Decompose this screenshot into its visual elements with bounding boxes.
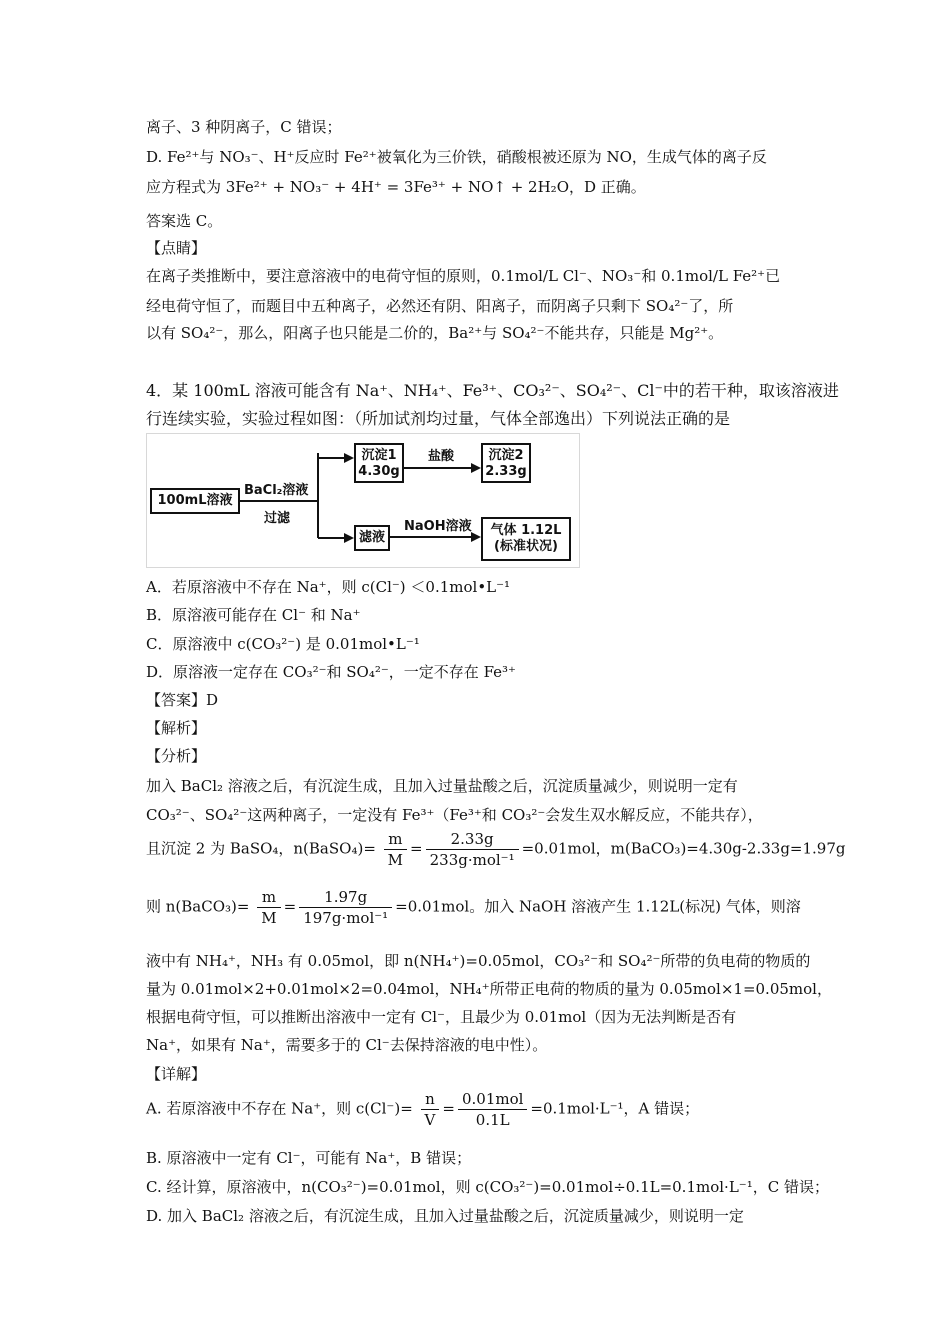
formula-prefix: 且沉淀 2 为 BaSO₄，n(BaSO₄)= bbox=[146, 839, 376, 858]
denominator: 233g·mol⁻¹ bbox=[429, 851, 515, 869]
denominator: M bbox=[261, 909, 277, 927]
precipitate2-box bbox=[481, 443, 531, 483]
fraction bbox=[384, 830, 407, 869]
fraction bbox=[426, 830, 519, 869]
text-line: 在离子类推断中，要注意溶液中的电荷守恒的原则，0.1mol/L Cl⁻、NO₃⁻和 0.1mol/L Fe²⁺已 bbox=[146, 267, 781, 285]
precipitate2-mass: 2.33g bbox=[485, 464, 527, 479]
option-c: C．原溶液中 c(CO₃²⁻) 是 0.01mol•L⁻¹ bbox=[146, 635, 420, 653]
reagent-naoh-label: NaOH溶液 bbox=[404, 519, 472, 534]
formula-prefix: A. 若原溶液中不存在 Na⁺，则 c(Cl⁻)= bbox=[146, 1099, 413, 1118]
detail-d: D. 加入 BaCl₂ 溶液之后，有沉淀生成，且加入过量盐酸之后，沉淀质量减少，则说明一定 bbox=[146, 1207, 744, 1225]
text-line: Na⁺，如果有 Na⁺，需要多于的 Cl⁻去保持溶液的电中性）。 bbox=[146, 1036, 548, 1054]
gas-condition: (标准状况) bbox=[494, 539, 558, 554]
text-line: CO₃²⁻、SO₄²⁻这两种离子，一定没有 Fe³⁺（Fe³⁺和 CO₃²⁻会发生双水解反应，不能共存）， bbox=[146, 806, 763, 824]
question-stem: 行连续实验，实验过程如图：（所加试剂均过量，气体全部逸出）下列说法正确的是 bbox=[146, 409, 731, 428]
numerator: 0.01mol bbox=[458, 1090, 527, 1110]
text-line: 加入 BaCl₂ 溶液之后，有沉淀生成，且加入过量盐酸之后，沉淀质量减少，则说明一定有 bbox=[146, 777, 738, 795]
text-line: D. Fe²⁺与 NO₃⁻、H⁺反应时 Fe²⁺被氧化为三价铁，硝酸根被还原为 NO，生成气体的离子反 bbox=[146, 148, 767, 166]
text-line: 经电荷守恒了，而题目中五种离子，必然还有阴、阳离子，而阴离子只剩下 SO₄²⁻了，所 bbox=[146, 297, 734, 315]
text-line: 根据电荷守恒，可以推断出溶液中一定有 Cl⁻，且最少为 0.01mol（因为无法判断是否有 bbox=[146, 1008, 737, 1026]
gas-volume: 气体 1.12L bbox=[490, 523, 562, 538]
section-tag: 【解析】 bbox=[146, 719, 207, 737]
section-tag: 【详解】 bbox=[146, 1065, 207, 1083]
detail-c: C. 经计算，原溶液中，n(CO₃²⁻)=0.01mol，则 c(CO₃²⁻)=0.01mol÷0.1L=0.1mol·L⁻¹，C 错误； bbox=[146, 1178, 829, 1196]
option-d: D．原溶液一定存在 CO₃²⁻和 SO₄²⁻，一定不存在 Fe³⁺ bbox=[146, 663, 516, 681]
numerator: 1.97g bbox=[299, 888, 392, 908]
text-line: 以有 SO₄²⁻，那么，阳离子也只能是二价的，Ba²⁺与 SO₄²⁻不能共存，只能是 Mg²⁺。 bbox=[146, 324, 724, 342]
precipitate1-box bbox=[354, 443, 404, 483]
denominator: 197g·mol⁻¹ bbox=[303, 909, 389, 927]
precipitate2-name: 沉淀2 bbox=[488, 448, 524, 463]
precipitate1-mass: 4.30g bbox=[358, 464, 400, 479]
formula-prefix: 则 n(BaCO₃)= bbox=[146, 897, 250, 916]
section-tag: 【点睛】 bbox=[146, 239, 207, 257]
section-tag: 【分析】 bbox=[146, 747, 207, 765]
reagent-hcl-label: 盐酸 bbox=[428, 449, 455, 464]
detail-b: B. 原溶液中一定有 Cl⁻，可能有 Na⁺，B 错误； bbox=[146, 1149, 472, 1167]
text-line: 应方程式为 3Fe²⁺ + NO₃⁻ + 4H⁺ = 3Fe³⁺ + NO↑ + 2H₂O，D 正确。 bbox=[146, 178, 646, 196]
numerator: n bbox=[421, 1090, 440, 1110]
gas-box bbox=[481, 517, 571, 561]
question-stem: 4．某 100mL 溶液可能含有 Na⁺、NH₄⁺、Fe³⁺、CO₃²⁻、SO₄²⁻、Cl⁻中的若干种，取该溶液进 bbox=[146, 381, 839, 400]
numerator: m bbox=[384, 830, 407, 850]
filtrate-box: 滤液 bbox=[354, 525, 390, 551]
denominator: V bbox=[424, 1111, 436, 1129]
text-line: 答案选 C。 bbox=[146, 212, 223, 230]
formula-cl-conc: A. 若原溶液中不存在 Na⁺，则 c(Cl⁻)= $\frac{n}{V}$ = 0.01mol 0.1L =0.1mol·L⁻¹，A 错误； bbox=[146, 1090, 700, 1129]
reagent-bacl2-label: BaCl₂溶液 bbox=[244, 483, 309, 498]
fraction bbox=[299, 888, 392, 927]
option-a: A．若原溶液中不存在 Na⁺，则 c(Cl⁻) ＜0.1mol•L⁻¹ bbox=[146, 578, 511, 596]
denominator: M bbox=[387, 851, 404, 869]
text-line: 液中有 NH₄⁺，NH₃ 有 0.05mol，即 n(NH₄⁺)=0.05mol，CO₃²⁻和 SO₄²⁻所带的负电荷的物质的 bbox=[146, 952, 811, 970]
text-line: 量为 0.01mol×2+0.01mol×2=0.04mol，NH₄⁺所带正电荷的物质的量为 0.05mol×1=0.05mol， bbox=[146, 980, 832, 998]
experiment-flowchart bbox=[146, 433, 580, 568]
numerator: 2.33g bbox=[426, 830, 519, 850]
denominator: 0.1L bbox=[475, 1111, 510, 1129]
formula-suffix: =0.01mol，m(BaCO₃)=4.30g-2.33g=1.97g bbox=[521, 839, 846, 858]
formula-suffix: =0.01mol。加入 NaOH 溶液产生 1.12L(标况) 气体，则溶 bbox=[395, 897, 801, 916]
formula-suffix: =0.1mol·L⁻¹，A 错误； bbox=[530, 1099, 700, 1118]
formula-baco3: 则 n(BaCO₃)= $\frac{m}{M}$ = 1.97g 197g·mol⁻¹ =0.01mol。加入 NaOH 溶液产生 1.12L(标况) 气体，则溶 bbox=[146, 888, 801, 927]
fraction bbox=[257, 888, 280, 927]
start-solution-box: 100mL溶液 bbox=[150, 488, 240, 514]
answer-tag: 【答案】D bbox=[146, 691, 219, 709]
precipitate1-name: 沉淀1 bbox=[361, 448, 397, 463]
fraction bbox=[458, 1090, 527, 1129]
filter-label: 过滤 bbox=[264, 511, 291, 526]
text-line: 离子、3 种阴离子，C 错误； bbox=[146, 118, 342, 136]
numerator: m bbox=[257, 888, 280, 908]
option-b: B．原溶液可能存在 Cl⁻ 和 Na⁺ bbox=[146, 606, 361, 624]
formula-baso4: 且沉淀 2 为 BaSO₄，n(BaSO₄)= $\frac{m}{M}$ = 2.33g 233g·mol⁻¹ =0.01mol，m(BaCO₃)=4.30g-2.33g=1.97g bbox=[146, 830, 846, 869]
fraction bbox=[421, 1090, 440, 1129]
